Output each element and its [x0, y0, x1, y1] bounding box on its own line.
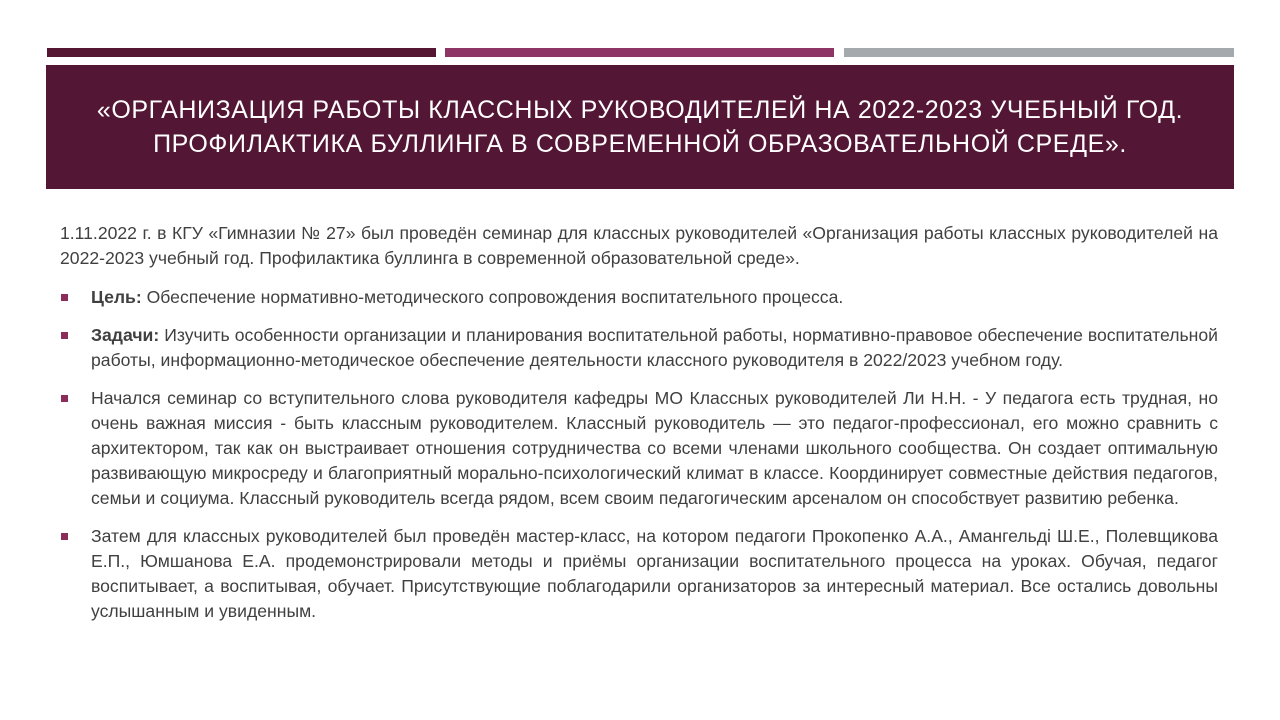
bullet-text: Начался семинар со вступительного слова руководителя кафедры МО Классных руководителей Ли Н.Н. - У педагога есть трудная, но очень важная миссия - быть классным руководителем. Классный руководитель — это педагог-профессионал, его можно сравнить с архитектором, так как он выстраивает отношения сотрудничества со всеми членами школьного сообщества. Он создает оптимальную развивающую микросреду и благоприятный морально-психологический климат в классе. Координирует совместные действия педагогов, семьи и социума. Классный руководитель всегда рядом, всем своим педагогическим арсеналом он способствует развитию ребенка.	[91, 388, 1218, 508]
slide-title: «ОРГАНИЗАЦИЯ РАБОТЫ КЛАССНЫХ РУКОВОДИТЕЛЕЙ НА 2022-2023 УЧЕБНЫЙ ГОД. ПРОФИЛАКТИКА БУЛЛИНГА В СОВРЕМЕННОЙ ОБРАЗОВАТЕЛЬНОЙ СРЕДЕ».	[96, 96, 1184, 158]
bullet-text: Затем для классных руководителей был проведён мастер-класс, на котором педагоги Прокопенко А.А., Амангельді Ш.Е., Полевщикова Е.П., Юмшанова Е.А. продемонстрировали методы и приёмы организации воспитательного процесса на уроках. Обучая, педагог воспитывает, а воспитывая, обучает. Присутствующие поблагодарили организаторов за интересный материал. Все остались довольны услышанным и увиденным.	[91, 526, 1218, 621]
bullet-tasks	[60, 323, 1218, 373]
bullet-text: Изучить особенности организации и планирования воспитательной работы, нормативно-правовое обеспечение воспитательной работы, информационно-методическое обеспечение деятельности классного руководителя в 2022/2023 учебном году.	[91, 325, 1218, 370]
title-band	[46, 65, 1234, 189]
slide-body	[60, 221, 1218, 637]
square-bullet-icon	[61, 294, 68, 301]
intro-paragraph: 1.11.2022 г. в КГУ «Гимназии № 27» был проведён семинар для классных руководителей «Организация работы классных руководителей на 2022-2023 учебный год. Профилактика буллинга в современной образовательной среде».	[60, 223, 1218, 268]
accent-bar-gray	[844, 48, 1234, 57]
bullet-master-class	[60, 524, 1218, 624]
square-bullet-icon	[61, 533, 68, 540]
bullet-text: Обеспечение нормативно-методического сопровождения воспитательного процесса.	[141, 287, 844, 307]
square-bullet-icon	[61, 332, 68, 339]
bullet-opening-speech	[60, 386, 1218, 511]
bullet-list	[60, 285, 1218, 624]
accent-bar-dark	[47, 48, 436, 57]
decorative-bars	[47, 48, 1234, 57]
bullet-goal	[60, 285, 1218, 310]
square-bullet-icon	[61, 395, 68, 402]
bullet-label: Задачи:	[91, 325, 160, 345]
bullet-label: Цель:	[91, 287, 142, 307]
accent-bar-magenta	[445, 48, 834, 57]
